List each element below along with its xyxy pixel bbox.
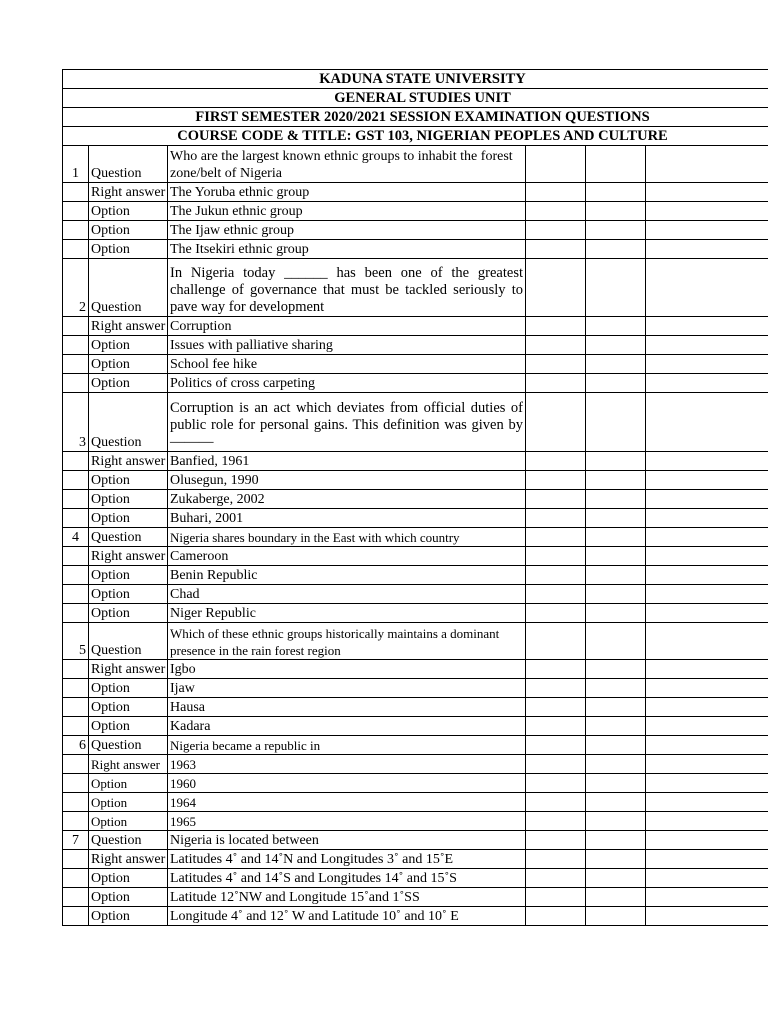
option-text: Buhari, 2001 (168, 509, 526, 528)
table-row (63, 623, 768, 660)
row-label: Question (89, 528, 168, 547)
row-label: Option (89, 509, 168, 528)
row-label: Option (89, 717, 168, 736)
table-row (63, 831, 768, 850)
header-course: COURSE CODE & TITLE: GST 103, NIGERIAN PEOPLES AND CULTURE (63, 127, 768, 146)
option-text: Latitude 12˚NW and Longitude 15˚and 1˚SS (168, 888, 526, 907)
right-answer: Cameroon (168, 547, 526, 566)
header-university: KADUNA STATE UNIVERSITY (63, 70, 768, 89)
table-row (63, 528, 768, 547)
option-text: Zukaberge, 2002 (168, 490, 526, 509)
right-answer: Igbo (168, 660, 526, 679)
row-label: Question (89, 146, 168, 183)
row-label: Right answer (89, 850, 168, 869)
option-text: 1965 (168, 812, 526, 831)
question-number: 5 (63, 623, 89, 660)
option-text: Niger Republic (168, 604, 526, 623)
table-row (63, 393, 768, 452)
question-text: Nigeria is located between (168, 831, 526, 850)
row-label: Option (89, 774, 168, 793)
option-text: Issues with palliative sharing (168, 336, 526, 355)
question-number: 7 (63, 831, 89, 850)
row-label: Option (89, 490, 168, 509)
table-row (63, 736, 768, 755)
right-answer: 1963 (168, 755, 526, 774)
option-text: Hausa (168, 698, 526, 717)
option-text: Longitude 4˚ and 12˚ W and Latitude 10˚ and 10˚ E (168, 907, 526, 926)
question-text: In Nigeria today ______ has been one of the greatest challenge of governance that must be tackled seriously to pave way for development (168, 259, 526, 317)
option-text: The Jukun ethnic group (168, 202, 526, 221)
question-text: Which of these ethnic groups historically maintains a dominant presence in the rain forest region (168, 623, 526, 660)
option-text: Kadara (168, 717, 526, 736)
row-label: Right answer (89, 547, 168, 566)
question-number: 4 (63, 528, 89, 547)
row-label: Option (89, 698, 168, 717)
option-text: Ijaw (168, 679, 526, 698)
question-number: 6 (63, 736, 89, 755)
row-label: Option (89, 679, 168, 698)
row-label: Right answer (89, 317, 168, 336)
row-label: Option (89, 793, 168, 812)
right-answer: The Yoruba ethnic group (168, 183, 526, 202)
option-text: Latitudes 4˚ and 14˚S and Longitudes 14˚ and 15˚S (168, 869, 526, 888)
row-label: Option (89, 471, 168, 490)
row-label: Question (89, 736, 168, 755)
question-text: Corruption is an act which deviates from official duties of public role for personal gains. This definition was given by ——— (168, 393, 526, 452)
row-label: Option (89, 566, 168, 585)
row-label: Option (89, 374, 168, 393)
question-number: 3 (63, 393, 89, 452)
question-text: Nigeria shares boundary in the East with which country (168, 528, 526, 547)
option-text: Chad (168, 585, 526, 604)
question-text: Who are the largest known ethnic groups to inhabit the forest zone/belt of Nigeria (168, 146, 526, 183)
option-text: Olusegun, 1990 (168, 471, 526, 490)
row-label: Right answer (89, 755, 168, 774)
right-answer: Corruption (168, 317, 526, 336)
row-label: Question (89, 623, 168, 660)
question-number: 2 (63, 259, 89, 317)
option-text: Benin Republic (168, 566, 526, 585)
option-text: The Itsekiri ethnic group (168, 240, 526, 259)
row-label: Right answer (89, 660, 168, 679)
row-label: Option (89, 336, 168, 355)
right-answer: Banfied, 1961 (168, 452, 526, 471)
row-label: Right answer (89, 183, 168, 202)
right-answer: Latitudes 4˚ and 14˚N and Longitudes 3˚ and 15˚E (168, 850, 526, 869)
row-label: Option (89, 202, 168, 221)
option-text: School fee hike (168, 355, 526, 374)
question-text: Nigeria became a republic in (168, 736, 526, 755)
row-label: Option (89, 812, 168, 831)
empty-cell (526, 146, 586, 183)
option-text: Politics of cross carpeting (168, 374, 526, 393)
empty-cell (646, 146, 768, 183)
row-label: Option (89, 221, 168, 240)
row-label: Option (89, 907, 168, 926)
header-unit: GENERAL STUDIES UNIT (63, 89, 768, 108)
table-row (63, 146, 768, 183)
row-label: Option (89, 869, 168, 888)
spreadsheet (62, 69, 768, 926)
option-text: The Ijaw ethnic group (168, 221, 526, 240)
row-label: Option (89, 604, 168, 623)
question-number: 1 (63, 146, 89, 183)
row-label: Option (89, 355, 168, 374)
row-label: Question (89, 259, 168, 317)
row-label: Question (89, 831, 168, 850)
empty-cell (586, 146, 646, 183)
row-label: Option (89, 585, 168, 604)
option-text: 1964 (168, 793, 526, 812)
option-text: 1960 (168, 774, 526, 793)
header-semester: FIRST SEMESTER 2020/2021 SESSION EXAMINATION QUESTIONS (63, 108, 768, 127)
exam-table (62, 69, 768, 926)
row-label: Option (89, 888, 168, 907)
row-label: Right answer (89, 452, 168, 471)
row-label: Question (89, 393, 168, 452)
table-row (63, 259, 768, 317)
row-label: Option (89, 240, 168, 259)
